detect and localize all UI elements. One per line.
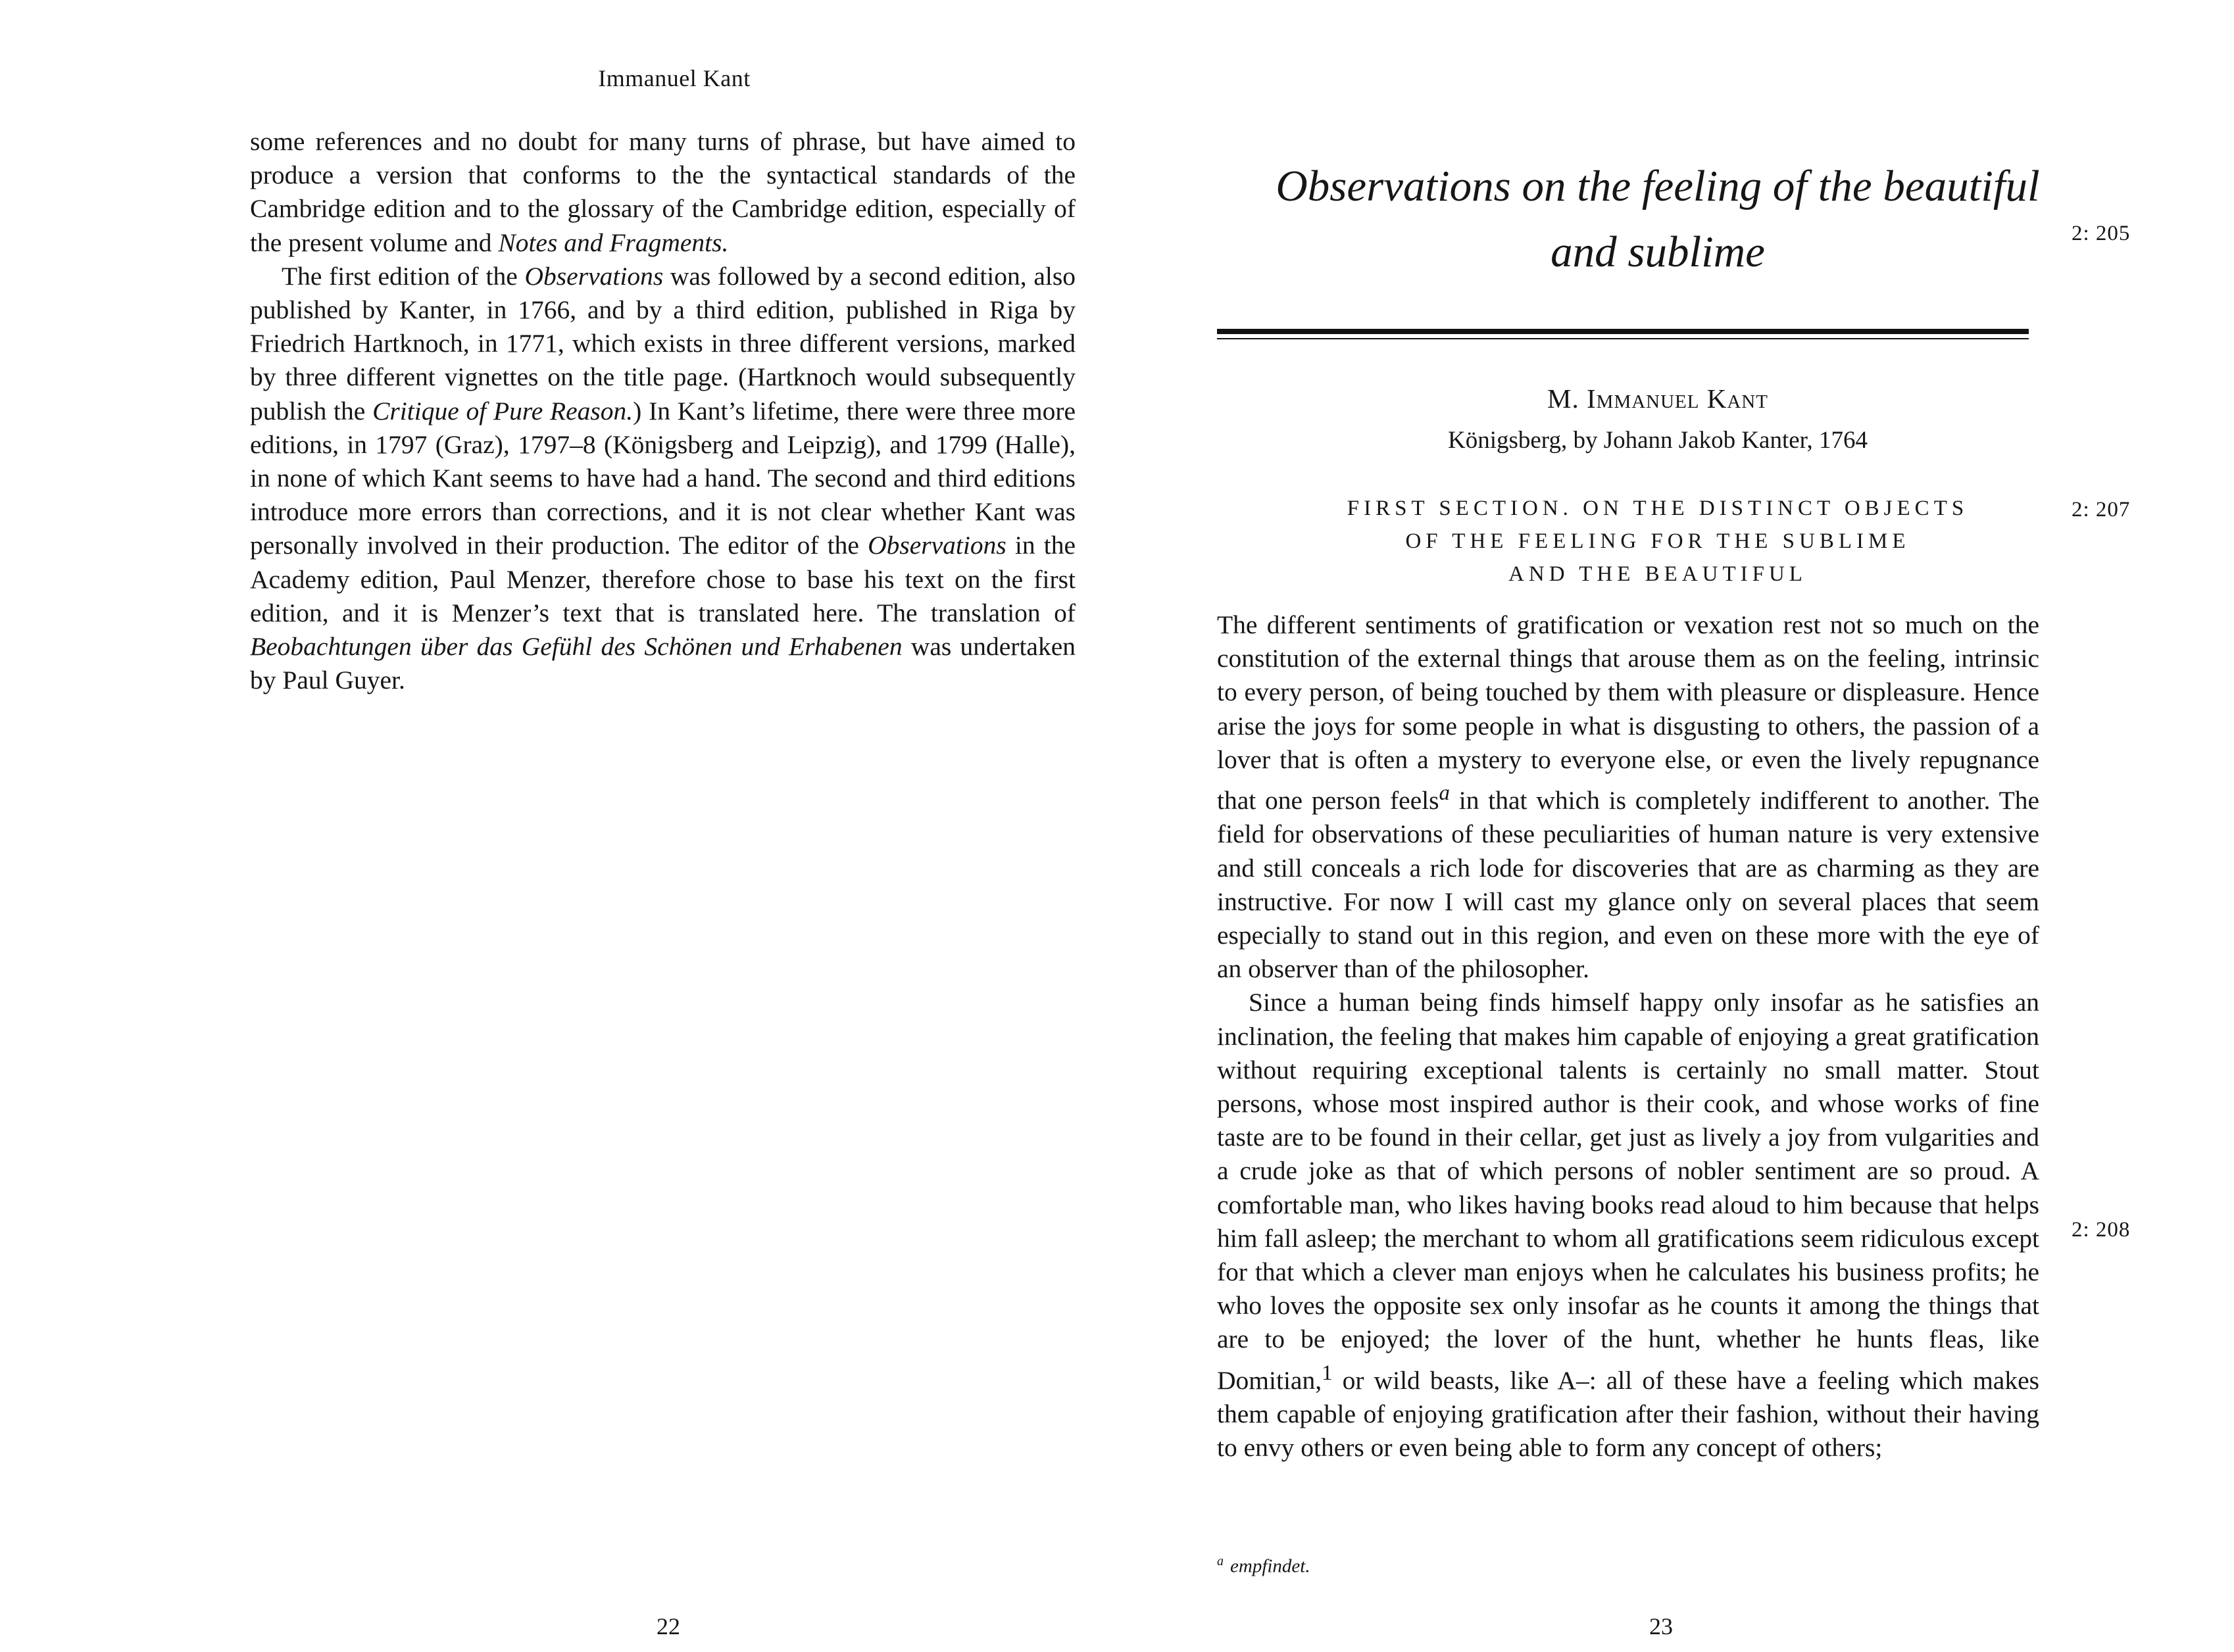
imprint: Königsberg, by Johann Jakob Kanter, 1764 — [1447, 427, 1868, 454]
italic-title: Observations — [868, 531, 1006, 560]
section-heading-line: FIRST SECTION. ON THE DISTINCT OBJECTS — [1347, 497, 1969, 520]
text-run: some references and no doubt for many turns of phrase, but have aimed to produce a version that conforms to the the syntactical standards of the Cambridge edition and to the glossary of the Cambridge edition, especially of the present volume and — [250, 127, 1076, 257]
footnote-marker: a — [1439, 781, 1450, 806]
left-body-text — [250, 125, 1076, 697]
paragraph — [250, 125, 1076, 260]
title-line: and sublime — [1551, 228, 1765, 276]
text-run: in that which is completely indifferent to another. The field for observations of these peculiarities of human nature is very extensive and still conceals a rich lode for discoveries that are as charming as they are instructive. For now I will cast my glance only on several places that seem especially to stand out in this region, and even on these more with the eye of an observer than of the philosopher. — [1217, 786, 2040, 984]
title-rule — [1217, 329, 2029, 334]
paragraph — [250, 260, 1076, 698]
margin-reference: 2: 207 — [2072, 498, 2131, 522]
margin-reference: 2: 208 — [2072, 1218, 2131, 1242]
running-head: Immanuel Kant — [598, 65, 751, 91]
endnote-marker: 1 — [1322, 1361, 1333, 1385]
text-run: The first edition of the — [282, 261, 518, 291]
section-heading — [1217, 492, 2098, 591]
title-rule — [1217, 338, 2029, 339]
paragraph — [1217, 608, 2039, 986]
italic-title: Observations — [524, 261, 664, 291]
footnote-text: empfindet. — [1230, 1555, 1310, 1577]
right-body-text — [1217, 608, 2039, 1465]
text-run: Since a human being finds himself happy only insofar as he satisfies an inclination, the feeling that makes him capable of enjoying a great gratification without requiring exceptional talents is certainly no small matter. Stout persons, whose most inspired author is their cook, and whose works of fine taste are to be found in their cellar, get just as lively a joy from vulgarities and a crude joke as that of which persons of nobler sentiment are so proud. A comfortable man, who likes having books read aloud to him because that helps him fall asleep; the merchant to whom all gratifications seem ridiculous except for that which a clever man enjoys when he calculates his business profits; he who loves the opposite sex only insofar as he counts it among the things that are to be enjoyed; the lover of the hunt, whether he hunts fleas, like Domitian, — [1217, 988, 2039, 1395]
author-name: M. Immanuel Kant — [1547, 383, 1768, 414]
text-run: was undertaken by Paul Guyer. — [250, 632, 1076, 695]
text-run: in the Academy edition, Paul Menzer, therefore chose to base his text on the first edition, and it is Menzer’s text that is translated here. The translation of — [250, 531, 1076, 627]
text-run: or wild beasts, like A–: all of these have a feeling which makes them capable of enjoying gratification after their fashion, without their having to envy others or even being able to form any concept of others; — [1217, 1365, 2039, 1463]
text-run: The different sentiments of gratification or vexation rest not so much on the constitution of the external things that arouse them as on the feeling, intrinsic to every person, of being touched by them with pleasure or displeasure. Hence arise the joys for some people in what is disgusting to others, the passion of a lover that is often a mystery to everyone else, or even the lively repugnance that one person feels — [1217, 610, 2039, 815]
footnote-marker: a — [1217, 1554, 1224, 1568]
italic-title: Beobachtungen über das Gefühl des Schönen und Erhabenen — [250, 632, 903, 662]
chapter-title — [1217, 153, 2098, 285]
text-run: ) In Kant’s lifetime, there were three more editions, in 1797 (Graz), 1797–8 (Königsberg and Leipzig), and 1799 (Halle), in none of which Kant seems to have had a hand. The second and third editions introduce more errors than corrections, and it is not clear whether Kant was personally involved in their production. The editor of the — [250, 396, 1076, 560]
text-run: was followed by a second edition, also published by Kanter, in 1766, and by a third edition, published in Riga by Friedrich Hartknoch, in 1771, which exists in three different versions, marked by three different vignettes on the title page. (Hartknoch would subsequently publish the — [250, 261, 1076, 425]
page-number: 23 — [1649, 1613, 1673, 1640]
margin-reference: 2: 205 — [2072, 222, 2131, 245]
section-heading-line: AND THE BEAUTIFUL — [1508, 562, 1807, 586]
right-page — [1118, 0, 2234, 1652]
italic-title: Notes and Fragments. — [498, 228, 729, 257]
title-line: Observations on the feeling of the beautiful — [1276, 162, 2040, 210]
page-number: 22 — [657, 1613, 680, 1640]
italic-title: Critique of Pure Reason. — [372, 396, 633, 425]
paragraph — [1217, 986, 2039, 1465]
section-heading-line: OF THE FEELING FOR THE SUBLIME — [1405, 529, 1910, 553]
footnote — [1217, 1554, 1310, 1578]
